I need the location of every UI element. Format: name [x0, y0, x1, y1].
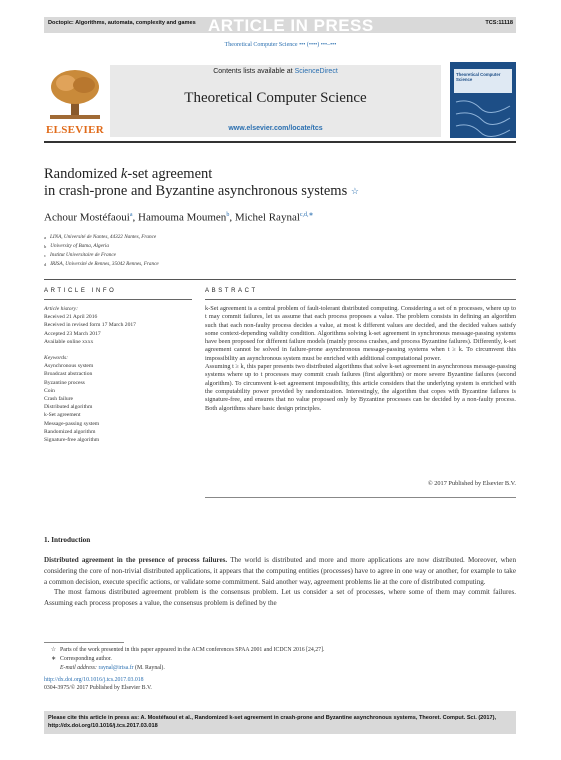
abstract-copyright: © 2017 Published by Elsevier B.V.	[427, 480, 516, 487]
history-item: Received in revised form 17 March 2017	[44, 322, 136, 329]
section-heading: 1. Introduction	[44, 536, 91, 544]
email-link[interactable]: raynal@irisa.fr	[98, 665, 134, 671]
abstract-text	[205, 305, 516, 413]
issn-line: 0304-3975/© 2017 Published by Elsevier B.V.	[44, 685, 152, 691]
footnote-symbol: ☆	[50, 647, 56, 653]
affil-text: LINA, Université de Nantes, 44322 Nantes, France	[50, 234, 157, 240]
affil-label: b	[44, 244, 47, 249]
cover-art-icon	[450, 62, 516, 138]
article-info-list	[44, 305, 194, 444]
affil-label: d	[44, 262, 47, 267]
keyword-item: Byzantine process	[44, 379, 85, 386]
keyword-item: Randomized algorithm	[44, 428, 96, 435]
author-name[interactable]: Achour Mostéfaoui	[44, 211, 130, 224]
body-para	[44, 555, 516, 587]
journal-cover	[450, 62, 516, 138]
top-running-bar	[44, 17, 516, 33]
affil-text: Institut Universitaire de France	[50, 252, 116, 258]
journal-title: Theoretical Computer Science	[184, 90, 367, 106]
footnote-rule	[44, 642, 124, 643]
email-label: E-mail address:	[60, 665, 97, 671]
affil-label: c	[44, 253, 46, 258]
doi-link[interactable]: http://dx.doi.org/10.1016/j.tcs.2017.03.018	[44, 677, 144, 683]
abstract-heading: ABSTRACT	[205, 288, 258, 294]
affil-text: University of Batna, Algeria	[50, 243, 109, 249]
keyword-item: Crash failure	[44, 396, 74, 403]
journal-url-link[interactable]: www.elsevier.com/locate/tcs	[228, 125, 323, 132]
footnote-item	[44, 655, 516, 664]
history-item: Received 21 April 2016	[44, 314, 98, 321]
publisher-logo-text: ELSEVIER	[45, 124, 105, 136]
keyword-item: Message-passing system	[44, 420, 100, 427]
title-k: k	[120, 166, 128, 182]
author-list: Achour Mostéfaoui$^a$, Hamouma Moumen$^b$, Michel Raynal$^{c,d,∗}$	[44, 211, 314, 224]
history-label: Article history:	[44, 306, 79, 312]
citation-text: Please cite this article in press as: A. Mostéfaoui et al., Randomized k-set agreement in crash-prone and Byzantine asynchronous systems, Theoret. Comput. Sci. (2017), http://dx.doi.org/10.1016/j.tcs.2017.03.018	[48, 715, 497, 729]
keyword-item: Coin	[44, 387, 55, 394]
article-title	[44, 166, 464, 200]
author-affil-sup[interactable]: a	[129, 212, 133, 218]
abstract-para: k-Set agreement is a central problem of fault-tolerant distributed computing. Considering a set of n processes, where up to t may commit failures, let us assume that each process proposes a value. The problem consists in defining an algorithm such that each non-faulty process decides a value, at most k different values are decided, and the decided values satisfy some context-depending validity condition. Algorithms solving k-set agreement in synchronous message-passing systems have been proposed for different failure models (mainly process crashes, and process Byzantine failures). Differently, k-set agreement cannot be solved in failure-prone asynchronous message-passing systems when t ≥ k. To circumvent this impossibility an asynchronous system must be enriched with additional computational power.	[205, 305, 516, 362]
history-item: Available online xxxx	[44, 338, 94, 345]
title-line2: in crash-prone and Byzantine asynchronous systems	[44, 183, 348, 199]
footnote-text: Parts of the work presented in this paper appeared in the ACM conferences SPAA 2001 and ICDCN 2016 [24,27].	[60, 647, 325, 653]
para-lead: Distributed agreement in the presence of process failures.	[44, 556, 228, 564]
cover-title: Theoretical Computer Science	[454, 69, 512, 93]
footnote-symbol: ∗	[51, 656, 56, 662]
affil-text: IRISA, Université de Rennes, 35042 Rennes, France	[50, 261, 159, 267]
affiliation-item	[44, 260, 344, 269]
running-head: Theoretical Computer Science ••• (••••) •••–•••	[224, 42, 337, 48]
keywords-label: Keywords:	[44, 355, 69, 362]
article-code: TCS:11118	[485, 20, 513, 26]
title-part: -set agreement	[127, 166, 213, 182]
footnote-item	[44, 646, 516, 655]
email-suffix: (M. Raynal).	[133, 665, 165, 671]
article-info-rule	[44, 299, 192, 300]
abstract-rule	[205, 299, 516, 300]
affil-label: a	[44, 235, 46, 240]
title-rule	[44, 279, 516, 280]
body-text	[44, 555, 516, 609]
affiliations	[44, 233, 344, 269]
keyword-item: Asynchronous system	[44, 363, 94, 370]
affiliation-item	[44, 251, 344, 260]
header-rule	[44, 141, 516, 143]
para-rest: The world is distributed and more and more applications are now distributed. Moreover, when considering the core of non-trivial distributed applications, it appears that the computing entities (processes) have to agree in one way or another, for example to take a common decision, execute specific actions, or validate some commitment. Said another way, agreement problems lie at the core of distributed computing.	[44, 556, 516, 586]
contents-prefix: Contents lists available at	[213, 68, 293, 75]
author-affil-sup[interactable]: c,d,∗	[299, 212, 314, 218]
contents-line	[110, 68, 441, 75]
elsevier-tree-icon	[44, 65, 106, 123]
abstract-end-rule	[205, 497, 516, 498]
author-affil-sup[interactable]: b	[226, 212, 230, 218]
body-para: The most famous distributed agreement problem is the consensus problem. Let us consider a set of processes, where some of them may commit failures. Assuming each process proposes a value, the consensus problem is defined by the	[44, 588, 516, 608]
affiliation-item	[44, 242, 344, 251]
affiliation-item	[44, 233, 344, 242]
abstract-para: Assuming t ≥ k, this paper presents two distributed algorithms that solve k-set agreement in asynchronous message-passing systems where up to t processes may commit crash failures (first algorithm) or more severe Byzantine failures (second algorithm). To circumvent k-set agreement impossibility, this article considers that the underlying system is enriched with the computability power provided by randomization. Interestingly, the algorithm that copes with Byzantine failures is signature-free, and ensures that no value proposed only by Byzantine processes can be decided by a non-faulty process. Both algorithms share basic design principles.	[205, 363, 516, 412]
keyword-item: Distributed algorithm	[44, 404, 93, 411]
keyword-item: Signature-free algorithm	[44, 437, 100, 444]
author-name[interactable]: Hamouma Moumen	[138, 211, 227, 224]
title-part: Randomized	[44, 166, 121, 182]
email-line	[44, 664, 516, 673]
title-footnote-star[interactable]: ☆	[350, 186, 359, 196]
sciencedirect-link[interactable]: ScienceDirect	[294, 68, 338, 75]
footnotes	[44, 646, 516, 673]
footnote-text: Corresponding author.	[60, 656, 112, 662]
keyword-item: k-Set agreement	[44, 412, 81, 419]
article-in-press-banner: ARTICLE IN PRESS	[208, 16, 374, 35]
author-name[interactable]: Michel Raynal	[234, 211, 300, 224]
history-item: Accepted 23 March 2017	[44, 330, 101, 337]
doctopic-label: Doctopic: Algorithms, automata, complexity and games	[48, 20, 196, 26]
keyword-item: Broadcast abstraction	[44, 371, 93, 378]
article-info-heading: ARTICLE INFO	[44, 288, 117, 294]
